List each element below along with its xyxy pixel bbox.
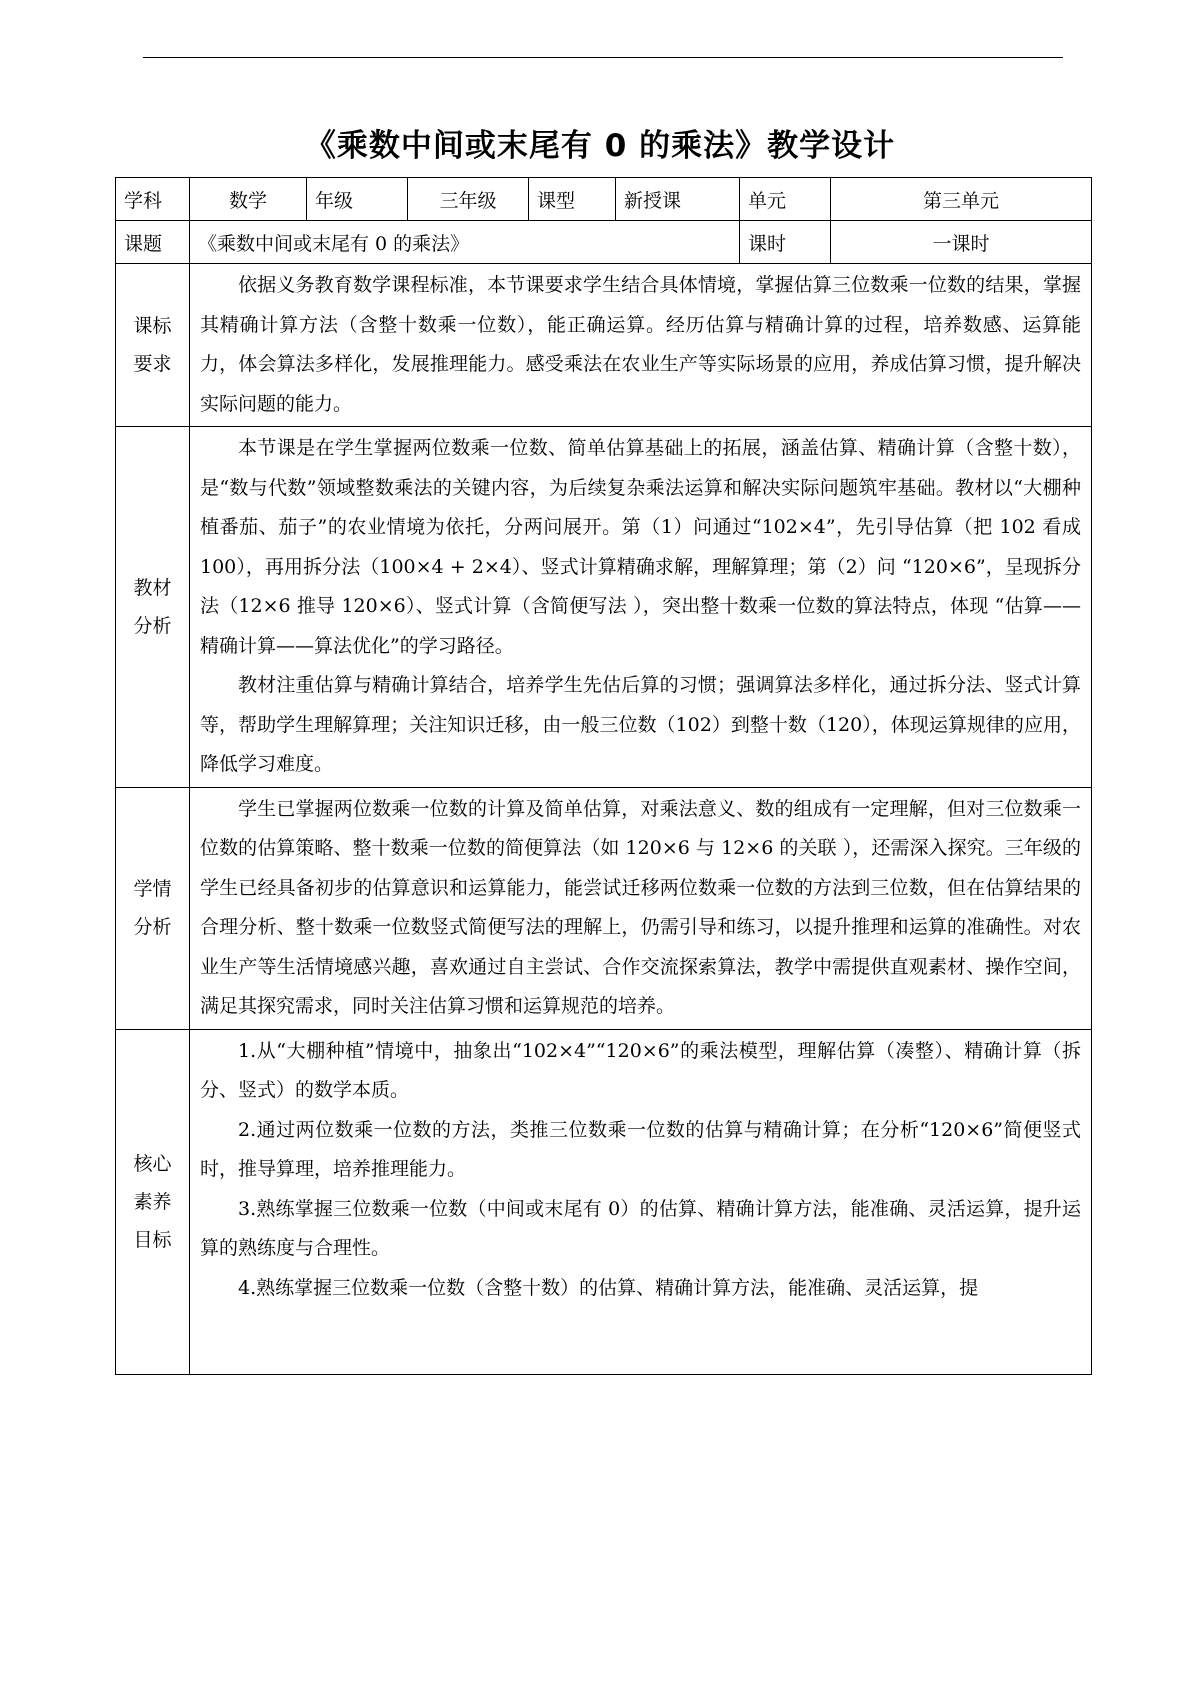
label-line: 教材: [133, 576, 172, 599]
label-line: 核心: [133, 1152, 172, 1175]
type-label: 课型: [529, 178, 616, 221]
paragraph: 学生已掌握两位数乘一位数的计算及简单估算，对乘法意义、数的组成有一定理解，但对三位数乘一位数的估算策略、整十数乘一位数的简便算法（如 120×6 与 12×6 的关联 ），还需深入探究。三年级的学生已经具备初步的估算意识和运算能力，能尝试迁移两位数乘一位数的方法到三位数，但在估算结果的合理分析、整十数乘一位数竖式简便写法的理解上，仍需引导和练习，以提升推理和运算的准确性。对农业生产等生活情境感兴趣，喜欢通过自主尝试、合作交流探索算法，教学中需提供直观素材、操作空间，满足其探究需求，同时关注估算习惯和运算规范的培养。: [200, 797, 1081, 1017]
section-body: [190, 427, 1092, 788]
lesson-plan-table: [115, 177, 1092, 1375]
label-line: 分析: [133, 614, 172, 637]
label-line: 目标: [133, 1228, 172, 1251]
paragraph: 1.从“大棚种植”情境中，抽象出“102×4”“120×6”的乘法模型，理解估算（凑整）、精确计算（拆分、竖式）的数学本质。: [200, 1039, 1081, 1101]
period-value: 一课时: [831, 221, 1092, 264]
info-row: [116, 178, 1092, 221]
label-line: 素养: [133, 1190, 172, 1213]
topic-row: [116, 221, 1092, 264]
section-label: [116, 264, 190, 427]
subject-label: 学科: [116, 178, 190, 221]
paragraph: 3.熟练掌握三位数乘一位数（中间或末尾有 0）的估算、精确计算方法，能准确、灵活运算，提升运算的熟练度与合理性。: [200, 1197, 1081, 1259]
section-row-learners: [116, 787, 1092, 1029]
label-line: 要求: [133, 353, 172, 375]
type-value: 新授课: [616, 178, 740, 221]
section-body-clip: [200, 1032, 1081, 1372]
section-label: [116, 427, 190, 788]
unit-value: 第三单元: [831, 178, 1092, 221]
period-label: 课时: [740, 221, 831, 264]
paragraph: 本节课是在学生掌握两位数乘一位数、简单估算基础上的拓展，涵盖估算、精确计算（含整十数），是“数与代数”领域整数乘法的关键内容，为后续复杂乘法运算和解决实际问题筑牢基础。教材以“大棚种植番茄、茄子”的农业情境为依托，分两问展开。第（1）问通过“102×4”，先引导估算（把 102 看成 100），再用拆分法（100×4 + 2×4）、竖式计算精确求解，理解算理；第（2）问 “120×6”，呈现拆分法（12×6 推导 120×6）、竖式计算（含简便写法 ），突出整十数乘一位数的算法特点，体现 “估算——精确计算——算法优化”的学习路径。: [200, 437, 1081, 657]
section-label: [116, 1029, 190, 1374]
grade-label: 年级: [307, 178, 408, 221]
label-line: 分析: [133, 916, 172, 938]
unit-label: 单元: [740, 178, 831, 221]
header-rule: [143, 57, 1063, 58]
section-body: [190, 264, 1092, 427]
paragraph: 依据义务教育数学课程标准，本节课要求学生结合具体情境，掌握估算三位数乘一位数的结果，掌握其精确计算方法（含整十数乘一位数），能正确运算。经历估算与精确计算的过程，培养数感、运算能力，体会算法多样化，发展推理能力。感受乘法在农业生产等实际场景的应用，养成估算习惯，提升解决实际问题的能力。: [200, 274, 1081, 415]
label-line: 学情: [133, 878, 172, 900]
paragraph: 4.熟练掌握三位数乘一位数（含整十数）的估算、精确计算方法，能准确、灵活运算，提: [238, 1276, 979, 1299]
document-title: 《乘数中间或末尾有 0 的乘法》教学设计: [304, 128, 896, 164]
topic-value: 《乘数中间或末尾有 0 的乘法》: [190, 221, 740, 264]
section-row-textbook: [116, 427, 1092, 788]
label-line: 课标: [133, 315, 172, 337]
paragraph: 2.通过两位数乘一位数的方法，类推三位数乘一位数的估算与精确计算；在分析“120×6”简便竖式时，推导算理，培养推理能力。: [200, 1118, 1081, 1180]
topic-label: 课题: [116, 221, 190, 264]
section-body: [190, 1029, 1092, 1374]
section-row-standards: [116, 264, 1092, 427]
grade-value: 三年级: [408, 178, 529, 221]
section-label: [116, 787, 190, 1029]
subject-value: 数学: [190, 178, 307, 221]
paragraph: 教材注重估算与精确计算结合，培养学生先估后算的习惯；强调算法多样化，通过拆分法、竖式计算等，帮助学生理解算理；关注知识迁移，由一般三位数（102）到整十数（120），体现运算规律的应用，降低学习难度。: [200, 674, 1081, 775]
section-body: [190, 787, 1092, 1029]
section-row-objectives: [116, 1029, 1092, 1374]
